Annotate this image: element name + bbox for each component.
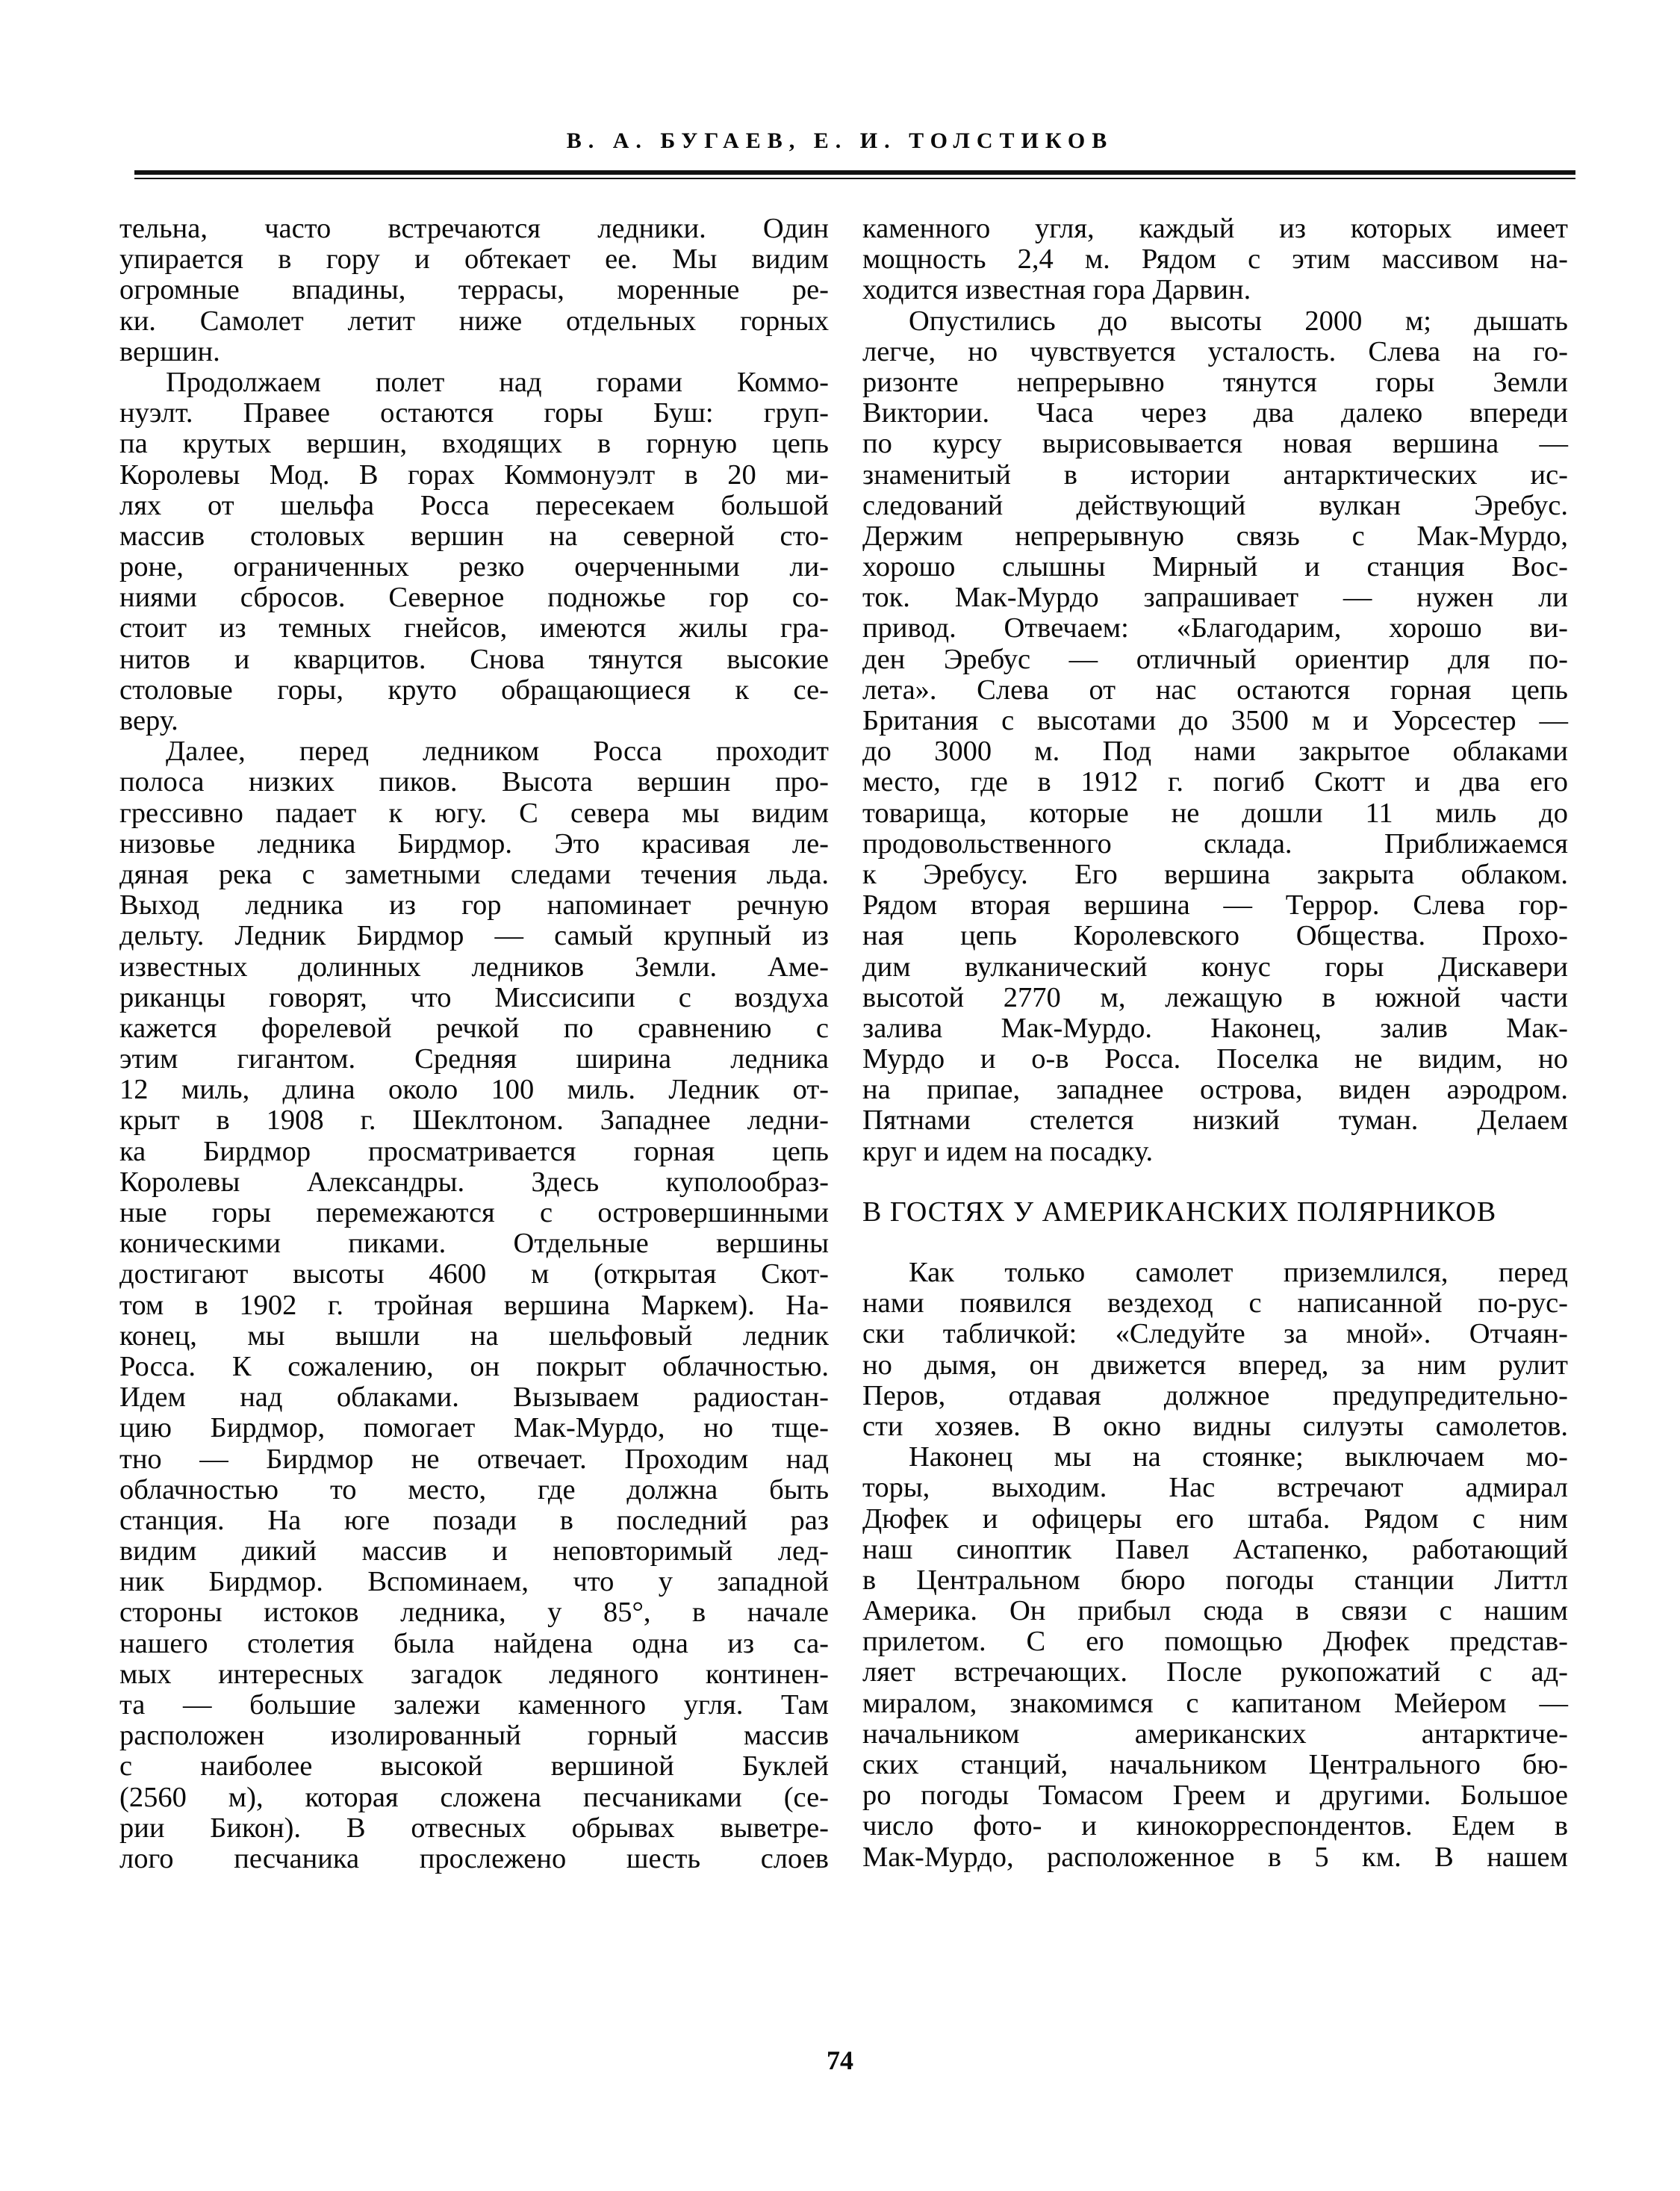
text-line: нитов и кварцитов. Снова тянутся высокие bbox=[119, 643, 829, 675]
text-line: с наиболее высокой вершиной Буклей bbox=[119, 1750, 829, 1783]
text-line: упирается в гору и обтекает ее. Мы видим bbox=[119, 243, 829, 276]
text-line: мощность 2,4 м. Рядом с этим массивом на- bbox=[862, 243, 1568, 276]
text-line: ден Эребус — отличный ориентир для по- bbox=[862, 643, 1568, 675]
text-line: место, где в 1912 г. погиб Скотт и два его bbox=[862, 766, 1568, 798]
text-line: прилетом. С его помощью Дюфек представ- bbox=[862, 1626, 1568, 1658]
text-line: Перов, отдавая должное предупредительно- bbox=[862, 1379, 1568, 1411]
text-line: до 3000 м. Под нами закрытое облаками bbox=[862, 736, 1568, 768]
text-line: низовье ледника Бирдмор. Это красивая ле- bbox=[119, 827, 829, 860]
text-line: столовые горы, круто обращающиеся к се- bbox=[119, 674, 829, 706]
text-line: нашего столетия была найдена одна из са- bbox=[119, 1627, 829, 1659]
text-line: Мак-Мурдо, расположенное в 5 км. В нашем bbox=[862, 1841, 1568, 1873]
text-line: дим вулканический конус горы Дискавери bbox=[862, 951, 1568, 983]
running-head: В. А. БУГАЕВ, Е. И. ТОЛСТИКОВ bbox=[566, 128, 1114, 153]
text-line: ски табличкой: «Следуйте за мной». Отчаян- bbox=[862, 1318, 1568, 1350]
text-line: дяная река с заметными следами течения льда. bbox=[119, 858, 829, 890]
text-line: круг и идем на посадку. bbox=[862, 1135, 1154, 1167]
text-line: крыт в 1908 г. Шеклтоном. Западнее ледни- bbox=[119, 1104, 829, 1137]
text-line: стоит из темных гнейсов, имеются жилы гра- bbox=[119, 612, 829, 644]
text-line: Дюфек и офицеры его штаба. Рядом с ним bbox=[862, 1502, 1568, 1535]
text-line: но дымя, он движется вперед, за ним рулит bbox=[862, 1349, 1568, 1381]
text-line: видим дикий массив и неповторимый лед- bbox=[119, 1535, 829, 1567]
text-line: число фото- и кинокорреспондентов. Едем в bbox=[862, 1810, 1568, 1842]
text-line: Америка. Он прибыл сюда в связи с нашим bbox=[862, 1595, 1568, 1627]
text-line: риканцы говорят, что Миссисипи с воздуха bbox=[119, 981, 829, 1013]
text-line: известных долинных ледников Земли. Аме- bbox=[119, 951, 829, 983]
text-line: ные горы перемежаются с островершинными bbox=[119, 1197, 829, 1228]
paragraph-first-line: Продолжаем полет над горами Коммо- bbox=[166, 366, 829, 398]
text-line: Британия с высотами до 3500 м и Уорсестер — bbox=[862, 705, 1568, 736]
text-line: том в 1902 г. тройная вершина Маркем). На- bbox=[119, 1289, 829, 1321]
text-line: следований действующий вулкан Эребус. bbox=[862, 489, 1568, 521]
text-line: Виктории. Часа через два далеко впереди bbox=[862, 397, 1568, 429]
paragraph-first-line: Далее, перед ледником Росса проходит bbox=[166, 736, 829, 768]
text-line: ник Бирдмор. Вспоминаем, что у западной bbox=[119, 1566, 829, 1598]
text-line: Идем над облаками. Вызываем радиостан- bbox=[119, 1382, 829, 1414]
text-line: достигают высоты 4600 м (открытая Скот- bbox=[119, 1258, 829, 1290]
text-line: тельна, часто встречаются ледники. Один bbox=[119, 213, 829, 244]
text-line: нуэлт. Правее остаются горы Буш: груп- bbox=[119, 397, 829, 429]
page-number: 74 bbox=[827, 2045, 853, 2075]
text-line: торы, выходим. Нас встречают адмирал bbox=[862, 1472, 1568, 1504]
text-line: к Эребусу. Его вершина закрыта облаком. bbox=[862, 858, 1568, 890]
section-heading: В ГОСТЯХ У АМЕРИКАНСКИХ ПОЛЯРНИКОВ bbox=[862, 1196, 1497, 1228]
text-line: ских станций, начальником Центрального бю- bbox=[862, 1749, 1568, 1780]
text-line: легче, но чувствуется усталость. Слева на го- bbox=[862, 335, 1568, 367]
text-line: грессивно падает к югу. С севера мы видим bbox=[119, 797, 829, 829]
text-line: знаменитый в истории антарктических ис- bbox=[862, 459, 1568, 491]
text-line: лого песчаника прослежено шесть слоев bbox=[119, 1842, 829, 1874]
text-line: цию Бирдмор, помогает Мак-Мурдо, но тще- bbox=[119, 1412, 829, 1444]
text-line: станция. На юге позади в последний раз bbox=[119, 1504, 829, 1536]
text-line: тно — Бирдмор не отвечает. Проходим над bbox=[119, 1443, 829, 1475]
text-line: вершин. bbox=[119, 335, 220, 367]
text-line: веру. bbox=[119, 705, 178, 736]
paragraph-first-line: Наконец мы на стоянке; выключаем мо- bbox=[909, 1441, 1568, 1473]
text-line: стороны истоков ледника, у 85°, в начале bbox=[119, 1597, 829, 1629]
text-line: массив столовых вершин на северной сто- bbox=[119, 520, 829, 552]
text-line: по курсу вырисовывается новая вершина — bbox=[862, 428, 1568, 460]
text-line: Держим непрерывную связь с Мак-Мурдо, bbox=[862, 520, 1568, 552]
text-line: нами появился вездеход с написанной по-рус- bbox=[862, 1287, 1568, 1320]
text-line: огромные впадины, террасы, моренные ре- bbox=[119, 274, 829, 306]
text-line: Королевы Александры. Здесь куполообраз- bbox=[119, 1166, 829, 1198]
text-line: продовольственного склада. Приближаемся bbox=[862, 827, 1568, 860]
text-line: коническими пиками. Отдельные вершины bbox=[119, 1228, 829, 1260]
text-line: наш синоптик Павел Астапенко, работающий bbox=[862, 1533, 1568, 1565]
text-line: ро погоды Томасом Греем и другими. Большое bbox=[862, 1780, 1568, 1812]
text-line: на припае, западнее острова, виден аэродром. bbox=[862, 1074, 1568, 1106]
text-line: залива Мак-Мурдо. Наконец, залив Мак- bbox=[862, 1012, 1568, 1044]
text-line: конец, мы вышли на шельфовый ледник bbox=[119, 1320, 829, 1352]
text-line: миралом, знакомимся с капитаном Мейером — bbox=[862, 1687, 1568, 1719]
text-line: ходится известная гора Дарвин. bbox=[862, 274, 1251, 306]
text-line: мых интересных загадок ледяного континен- bbox=[119, 1658, 829, 1690]
text-line: начальником американских антарктиче- bbox=[862, 1718, 1568, 1750]
text-line: Пятнами стелется низкий туман. Делаем bbox=[862, 1104, 1568, 1137]
text-line: ка Бирдмор просматривается горная цепь bbox=[119, 1135, 829, 1167]
paragraph-first-line: Опустились до высоты 2000 м; дышать bbox=[909, 305, 1568, 337]
left-column bbox=[119, 214, 829, 1874]
text-line: Рядом вторая вершина — Террор. Слева гор- bbox=[862, 889, 1568, 922]
text-line: ная цепь Королевского Общества. Прохо- bbox=[862, 920, 1568, 952]
text-line: Королевы Мод. В горах Коммонуэлт в 20 ми- bbox=[119, 459, 829, 491]
text-line: ки. Самолет летит ниже отдельных горных bbox=[119, 305, 829, 337]
text-line: Росса. К сожалению, он покрыт облачностью. bbox=[119, 1350, 829, 1382]
right-column bbox=[862, 214, 1568, 1873]
text-line: полоса низких пиков. Высота вершин про- bbox=[119, 766, 829, 798]
text-line: каменного угля, каждый из которых имеет bbox=[862, 213, 1568, 244]
text-line: (2560 м), которая сложена песчаниками (се- bbox=[119, 1781, 829, 1813]
text-line: лета». Слева от нас остаются горная цепь bbox=[862, 674, 1568, 706]
text-line: 12 миль, длина около 100 миль. Ледник от- bbox=[119, 1074, 829, 1106]
text-line: Выход ледника из гор напоминает речную bbox=[119, 889, 829, 922]
text-line: роне, ограниченных резко очерченными ли- bbox=[119, 551, 829, 583]
text-line: расположен изолированный горный массив bbox=[119, 1720, 829, 1752]
text-line: рии Бикон). В отвесных обрывах выветре- bbox=[119, 1812, 829, 1844]
header-rule-thin bbox=[134, 178, 1575, 179]
text-line: ризонте непрерывно тянутся горы Земли bbox=[862, 366, 1568, 398]
text-line: высотой 2770 м, лежащую в южной части bbox=[862, 981, 1568, 1013]
header-rule bbox=[134, 170, 1575, 175]
text-line: облачностью то место, где должна быть bbox=[119, 1473, 829, 1505]
text-line: лях от шельфа Росса пересекаем большой bbox=[119, 489, 829, 521]
text-line: сти хозяев. В окно видны силуэты самолетов. bbox=[862, 1410, 1568, 1442]
text-line: ток. Мак-Мурдо запрашивает — нужен ли bbox=[862, 582, 1568, 614]
paragraph-first-line: Как только самолет приземлился, перед bbox=[909, 1257, 1568, 1288]
text-line: ляет встречающих. После рукопожатий с ад- bbox=[862, 1656, 1568, 1688]
text-line: привод. Отвечаем: «Благодарим, хорошо ви- bbox=[862, 612, 1568, 644]
text-line: ниями сбросов. Северное подножье гор со- bbox=[119, 582, 829, 614]
text-line: товарища, которые не дошли 11 миль до bbox=[862, 797, 1568, 829]
text-line: в Центральном бюро погоды станции Литтл bbox=[862, 1564, 1568, 1596]
text-line: Мурдо и о-в Росса. Поселка не видим, но bbox=[862, 1043, 1568, 1075]
text-line: этим гигантом. Средняя ширина ледника bbox=[119, 1043, 829, 1075]
text-line: дельту. Ледник Бирдмор — самый крупный из bbox=[119, 920, 829, 952]
text-line: та — большие залежи каменного угля. Там bbox=[119, 1689, 829, 1721]
text-line: хорошо слышны Мирный и станция Вос- bbox=[862, 551, 1568, 583]
text-line: кажется форелевой речкой по сравнению с bbox=[119, 1012, 829, 1044]
text-line: па крутых вершин, входящих в горную цепь bbox=[119, 428, 829, 460]
